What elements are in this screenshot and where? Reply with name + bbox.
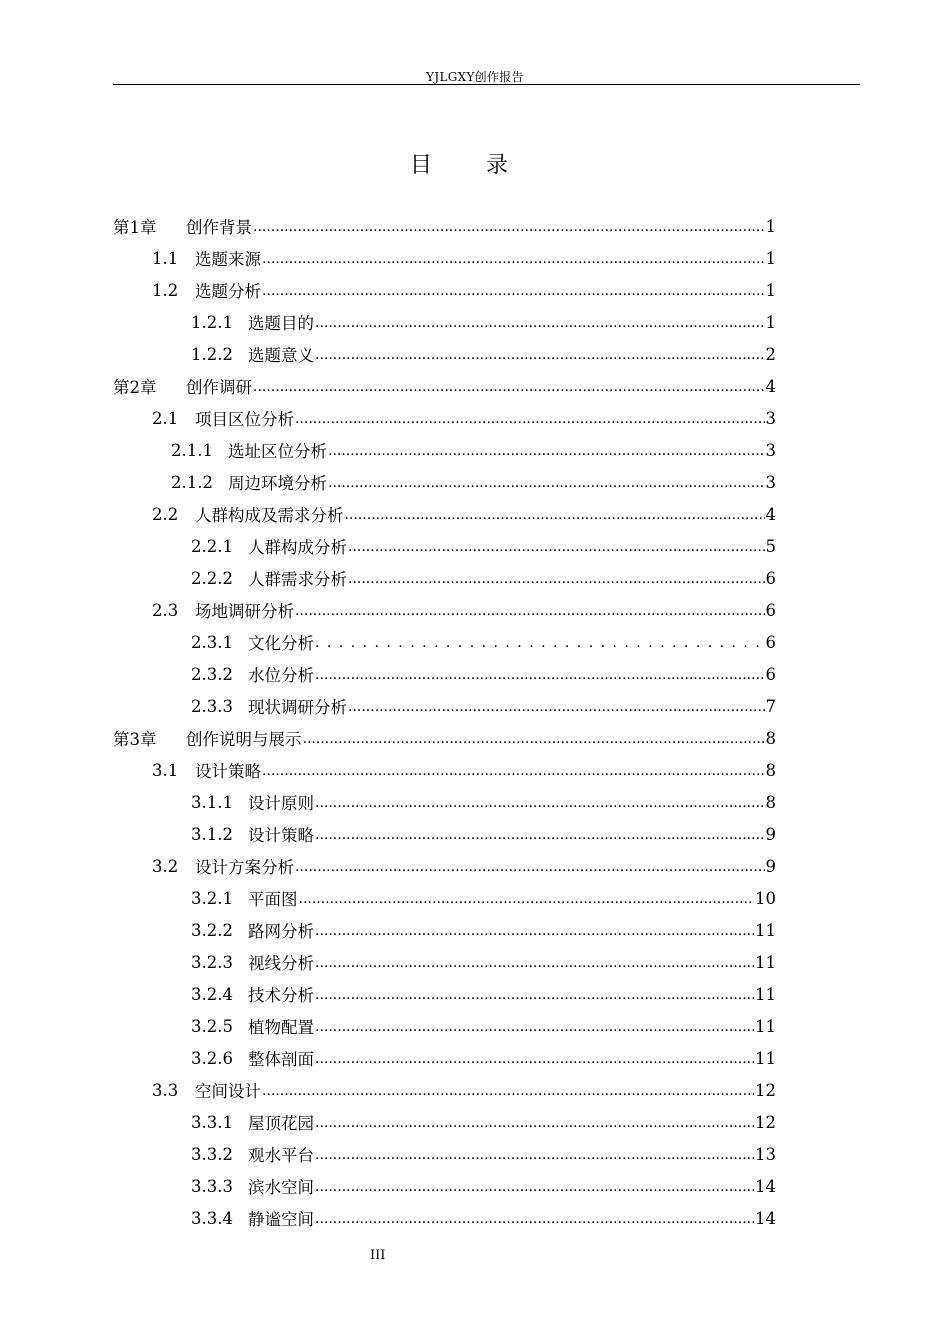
toc-entry-number: 3.2.1 xyxy=(191,888,233,908)
toc-entry-number: 3.2.2 xyxy=(191,920,233,940)
toc-entry-label: 选址区位分析 xyxy=(228,442,327,461)
dot-leader xyxy=(262,248,765,268)
toc-entry-label: 设计原则 xyxy=(248,794,314,813)
toc-entry-number: 2.3 xyxy=(152,600,179,620)
toc-entry-label: 空间设计 xyxy=(195,1082,261,1101)
dot-leader xyxy=(328,440,765,460)
toc-entry-number: 1.2 xyxy=(152,280,179,300)
toc-entry[interactable] xyxy=(0,882,950,914)
toc-entry[interactable] xyxy=(0,1106,950,1138)
toc-entry-page: 10 xyxy=(755,888,776,908)
toc-entry-number: 3.2 xyxy=(152,856,179,876)
toc-entry-page: 8 xyxy=(765,728,776,748)
toc-entry-label: 创作调研 xyxy=(186,378,252,397)
toc-entry[interactable] xyxy=(0,754,950,786)
toc-entry[interactable] xyxy=(0,274,950,306)
dot-leader xyxy=(262,280,765,300)
toc-entry-label: 水位分析 xyxy=(248,666,314,685)
toc-entry[interactable] xyxy=(0,690,950,722)
toc-entry-label: 创作说明与展示 xyxy=(186,730,302,749)
toc-entry-number: 3.2.6 xyxy=(191,1048,233,1068)
toc-entry-label: 平面图 xyxy=(248,890,298,909)
dot-leader xyxy=(315,664,765,684)
toc-entry[interactable] xyxy=(0,338,950,370)
toc-entry-number: 3.3.3 xyxy=(191,1176,233,1196)
toc-entry-label: 静谧空间 xyxy=(248,1210,314,1229)
toc-entry[interactable] xyxy=(0,1170,950,1202)
toc-entry-page: 1 xyxy=(765,280,776,300)
toc-entry[interactable] xyxy=(0,914,950,946)
dot-leader xyxy=(315,1112,754,1132)
toc-entry-label: 植物配置 xyxy=(248,1018,314,1037)
toc-entry-number: 2.3.1 xyxy=(191,632,233,652)
dot-leader xyxy=(315,952,754,972)
toc-entry-page: 2 xyxy=(765,344,776,364)
dot-leader xyxy=(315,632,765,652)
toc-entry-label: 视线分析 xyxy=(248,954,314,973)
toc-entry[interactable] xyxy=(0,530,950,562)
dot-leader xyxy=(253,376,765,396)
toc-entry-number: 3.3 xyxy=(152,1080,179,1100)
toc-entry-label: 周边环境分析 xyxy=(228,474,327,493)
toc-entry[interactable] xyxy=(0,946,950,978)
toc-entry[interactable] xyxy=(0,626,950,658)
toc-entry-number: 3.2.4 xyxy=(191,984,233,1004)
toc-entry[interactable] xyxy=(0,242,950,274)
dot-leader xyxy=(315,312,765,332)
toc-entry-page: 4 xyxy=(765,376,776,396)
toc-entry-number: 2.2.1 xyxy=(191,536,233,556)
toc-entry-page: 13 xyxy=(755,1144,776,1164)
toc-entry-page: 11 xyxy=(755,920,776,940)
toc-entry-number: 3.2.5 xyxy=(191,1016,233,1036)
toc-entry-page: 12 xyxy=(755,1112,776,1132)
dot-leader xyxy=(315,1144,754,1164)
toc-entry-label: 设计策略 xyxy=(195,762,261,781)
toc-entry-label: 选题来源 xyxy=(195,250,261,269)
toc-entry[interactable] xyxy=(0,210,950,242)
toc-entry[interactable] xyxy=(0,978,950,1010)
toc-entry-page: 11 xyxy=(755,1016,776,1036)
toc-entry-page: 9 xyxy=(765,856,776,876)
dot-leader xyxy=(348,568,765,588)
toc-entry[interactable] xyxy=(0,722,950,754)
toc-entry-label: 创作背景 xyxy=(186,218,252,237)
toc-entry[interactable] xyxy=(0,434,950,466)
toc-entry-label: 技术分析 xyxy=(248,986,314,1005)
dot-leader xyxy=(345,504,765,524)
toc-entry[interactable] xyxy=(0,562,950,594)
toc-entry-number: 2.1 xyxy=(152,408,179,428)
toc-entry-page: 4 xyxy=(765,504,776,524)
toc-entry-number: 第3章 xyxy=(113,730,157,749)
toc-entry-label: 选题意义 xyxy=(248,346,314,365)
toc-entry[interactable] xyxy=(0,1138,950,1170)
toc-entry-page: 5 xyxy=(765,536,776,556)
dot-leader xyxy=(315,344,765,364)
toc-entry-page: 6 xyxy=(765,600,776,620)
toc-entry-page: 6 xyxy=(765,664,776,684)
dot-leader xyxy=(295,856,765,876)
toc-entry-page: 11 xyxy=(755,1048,776,1068)
toc-entry-label: 项目区位分析 xyxy=(195,410,294,429)
toc-entry[interactable] xyxy=(0,370,950,402)
toc-entry-label: 人群构成及需求分析 xyxy=(195,506,344,525)
toc-entry-label: 选题分析 xyxy=(195,282,261,301)
toc-entry-label: 整体剖面 xyxy=(248,1050,314,1069)
toc-entry-page: 11 xyxy=(755,984,776,1004)
toc-entry-number: 1.2.2 xyxy=(191,344,233,364)
dot-leader xyxy=(262,1080,754,1100)
toc-entry-label: 选题目的 xyxy=(248,314,314,333)
page-number: III xyxy=(370,1248,386,1263)
toc-entry-number: 3.2.3 xyxy=(191,952,233,972)
toc-entry[interactable] xyxy=(0,658,950,690)
toc-entry-number: 2.1.2 xyxy=(171,472,213,492)
dot-leader xyxy=(315,1048,754,1068)
toc-entry[interactable] xyxy=(0,818,950,850)
toc-entry-number: 1.1 xyxy=(152,248,179,268)
toc-entry-page: 1 xyxy=(765,216,776,236)
dot-leader xyxy=(303,728,765,748)
toc-entry-number: 2.3.2 xyxy=(191,664,233,684)
dot-leader xyxy=(295,600,765,620)
toc-entry-number: 3.1.1 xyxy=(191,792,233,812)
toc-entry-number: 2.2.2 xyxy=(191,568,233,588)
toc-entry[interactable] xyxy=(0,1074,950,1106)
dot-leader xyxy=(299,888,755,908)
toc-entry-number: 2.1.1 xyxy=(171,440,213,460)
header-rule xyxy=(113,84,860,85)
toc-entry[interactable] xyxy=(0,594,950,626)
dot-leader xyxy=(253,216,765,236)
toc-entry[interactable] xyxy=(0,850,950,882)
toc-entry-page: 11 xyxy=(755,952,776,972)
toc-title: 目录 xyxy=(409,153,562,178)
toc-entry-page: 14 xyxy=(755,1176,776,1196)
toc-entry-label: 设计策略 xyxy=(248,826,314,845)
toc-entry-page: 3 xyxy=(765,408,776,428)
toc-entry[interactable] xyxy=(0,1202,950,1234)
toc-entry-number: 3.1 xyxy=(152,760,179,780)
toc-entry[interactable] xyxy=(0,1010,950,1042)
dot-leader xyxy=(262,760,765,780)
toc-entry-label: 场地调研分析 xyxy=(195,602,294,621)
toc-entry-number: 2.3.3 xyxy=(191,696,233,716)
toc-entry[interactable] xyxy=(0,498,950,530)
toc-entry-number: 3.3.2 xyxy=(191,1144,233,1164)
dot-leader xyxy=(295,408,765,428)
toc-entry-page: 14 xyxy=(755,1208,776,1228)
toc-entry-number: 3.1.2 xyxy=(191,824,233,844)
dot-leader xyxy=(315,1208,754,1228)
toc-entry-page: 1 xyxy=(765,248,776,268)
toc-entry-page: 3 xyxy=(765,440,776,460)
toc-entry-page: 1 xyxy=(765,312,776,332)
dot-leader xyxy=(348,536,765,556)
table-of-contents xyxy=(0,210,950,1234)
toc-entry-label: 人群需求分析 xyxy=(248,570,347,589)
toc-entry-page: 8 xyxy=(765,792,776,812)
dot-leader xyxy=(315,824,765,844)
toc-entry-number: 第1章 xyxy=(113,218,157,237)
toc-entry-label: 路网分析 xyxy=(248,922,314,941)
toc-entry-page: 6 xyxy=(765,632,776,652)
toc-entry-number: 2.2 xyxy=(152,504,179,524)
toc-entry[interactable] xyxy=(0,402,950,434)
dot-leader xyxy=(348,696,765,716)
dot-leader xyxy=(315,984,754,1004)
dot-leader xyxy=(315,920,754,940)
toc-entry-number: 第2章 xyxy=(113,378,157,397)
toc-entry-number: 3.3.4 xyxy=(191,1208,233,1228)
toc-entry-label: 现状调研分析 xyxy=(248,698,347,717)
running-header: YJLGXY创作报告 xyxy=(426,70,524,84)
toc-entry-label: 人群构成分析 xyxy=(248,538,347,557)
dot-leader xyxy=(315,792,765,812)
toc-entry-number: 1.2.1 xyxy=(191,312,233,332)
toc-entry-page: 7 xyxy=(765,696,776,716)
dot-leader xyxy=(328,472,765,492)
toc-entry-label: 观水平台 xyxy=(248,1146,314,1165)
toc-entry-number: 3.3.1 xyxy=(191,1112,233,1132)
toc-entry[interactable] xyxy=(0,1042,950,1074)
toc-entry-page: 12 xyxy=(755,1080,776,1100)
toc-entry-label: 屋顶花园 xyxy=(248,1114,314,1133)
toc-entry[interactable] xyxy=(0,786,950,818)
dot-leader xyxy=(315,1176,754,1196)
toc-entry-page: 3 xyxy=(765,472,776,492)
toc-entry-page: 9 xyxy=(765,824,776,844)
dot-leader xyxy=(315,1016,754,1036)
toc-entry-page: 6 xyxy=(765,568,776,588)
toc-entry[interactable] xyxy=(0,306,950,338)
toc-entry-label: 设计方案分析 xyxy=(195,858,294,877)
toc-entry-page: 8 xyxy=(765,760,776,780)
toc-entry[interactable] xyxy=(0,466,950,498)
toc-entry-label: 滨水空间 xyxy=(248,1178,314,1197)
toc-entry-label: 文化分析 xyxy=(248,634,314,653)
